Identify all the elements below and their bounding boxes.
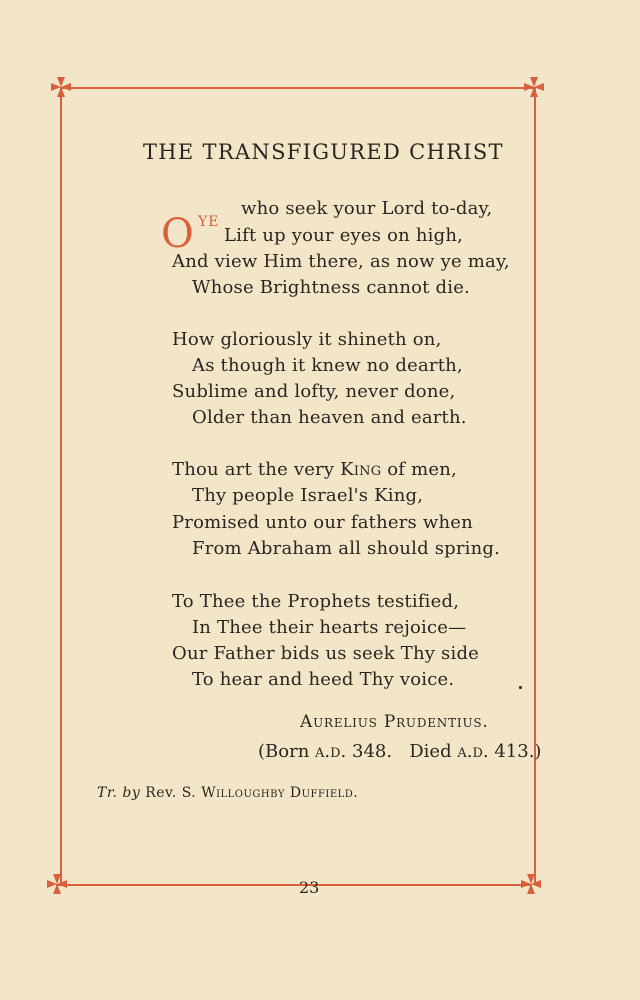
maltese-cross-icon [50,76,72,98]
poem-line: And view Him there, as now ye may, [172,251,510,272]
drop-cap: O [161,211,194,257]
poem-line: Whose Brightness cannot die. [192,277,470,298]
poem-line: Promised unto our fathers when [172,512,473,533]
line-text: Thou art the very [172,459,341,480]
poem-line: How gloriously it shineth on, [172,329,442,350]
frame-top-border [60,87,536,89]
poem-line: Our Father bids us seek Thy side [172,643,480,664]
frame-right-border [534,87,536,884]
poem-line: Older than heaven and earth. [192,407,467,428]
frame-left-border [60,87,62,884]
dates-text: 413.) [488,741,542,762]
translator-name: Willoughby Duffield. [201,785,359,801]
dates-text: (Born [258,741,316,762]
ink-speck [519,686,522,689]
drop-cap-rest: YE [198,214,220,230]
translator-title: Rev. S. [140,785,202,801]
page-number: 23 [299,878,320,897]
maltese-cross-icon [520,873,542,895]
poem-line: In Thee their hearts rejoice— [192,617,467,638]
maltese-cross-icon [46,873,68,895]
poem-line: To hear and heed Thy voice. [192,669,455,690]
author-dates [258,741,541,762]
era-label: a.d. [457,741,489,762]
era-label: a.d. [315,741,347,762]
small-caps-word: King [340,459,382,480]
poem-line: From Abraham all should spring. [192,538,501,559]
poem-line: As though it knew no dearth, [192,355,463,376]
translator-credit [97,785,358,801]
poem-line: who seek your Lord to-day, [241,198,493,219]
line-text: of men, [381,459,457,480]
poem-line: Lift up your eyes on high, [224,225,464,246]
poem-line: To Thee the Prophets testified, [172,591,460,612]
frame-bottom-border [56,884,532,886]
dates-text: 348. Died [346,741,458,762]
poem-line: Sublime and lofty, never done, [172,381,456,402]
translator-prefix: Tr. by [97,785,141,801]
poem-title: THE TRANSFIGURED CHRIST [143,140,504,164]
poem-line: Thy people Israel's King, [192,485,424,506]
maltese-cross-icon [523,76,545,98]
author-name: Aurelius Prudentius. [300,712,489,732]
poem-line [172,459,457,480]
